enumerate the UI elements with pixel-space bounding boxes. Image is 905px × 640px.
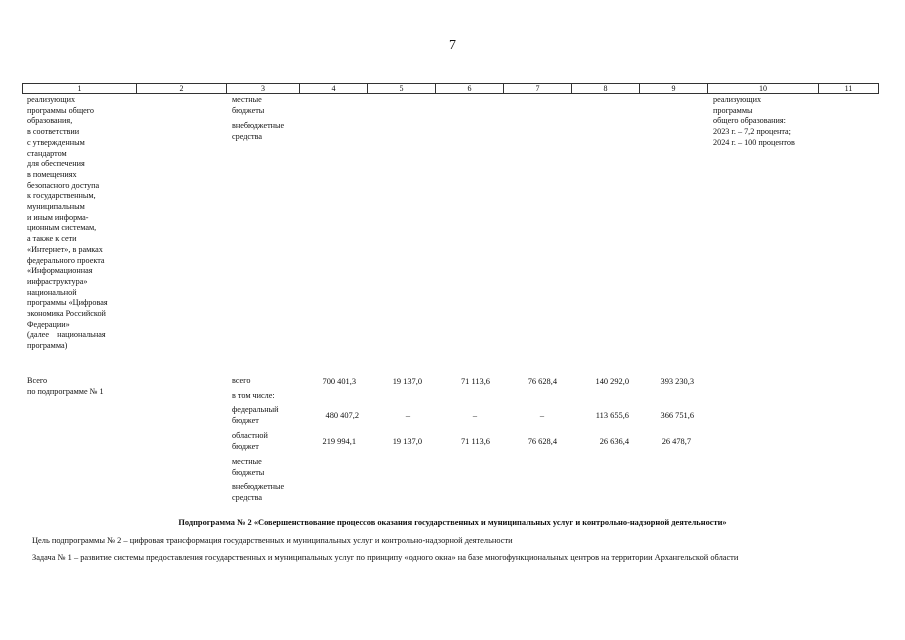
total-all-col8: 140 292,0 [595,377,629,386]
col-header-1: 1 [23,84,137,94]
subprogram-goal: Цель подпрограммы № 2 – цифровая трансформация государственных и муниципальных услуг и контрольно-надзорной деятельности [32,536,513,545]
subprogram-task: Задача № 1 – развитие системы предоставления государственных и муниципальных услуг по принципу «одного окна» на базе многофункциональных центров на территории Архангельской области [32,553,739,562]
total-regional-col5: 19 137,0 [392,437,422,446]
source-federal: федеральный бюджет [232,405,279,425]
total-all-col5: 19 137,0 [392,377,422,386]
total-all-col6: 71 113,6 [460,377,490,386]
col-header-9: 9 [640,84,708,94]
page-number: 7 [449,38,456,53]
total-regional-col9: 26 478,7 [661,437,691,446]
col-header-4: 4 [300,84,368,94]
col-header-8: 8 [572,84,640,94]
total-federal-col6: – [472,411,477,420]
table-header-row [22,83,879,94]
source-extra: внебюджетные средства [232,482,285,502]
total-regional-col6: 71 113,6 [460,437,490,446]
source-extra-top: внебюджетные средства [232,121,285,141]
total-all-col9: 393 230,3 [660,377,694,386]
total-all-col7: 76 628,4 [527,377,557,386]
source-all: всего [232,376,251,385]
col-header-6: 6 [436,84,504,94]
col-header-3: 3 [227,84,300,94]
source-regional: областной бюджет [232,431,268,451]
total-federal-col5: – [405,411,410,420]
col-header-7: 7 [504,84,572,94]
source-local-top: местные бюджеты [232,95,265,115]
total-federal-col4: 480 407,2 [325,411,359,420]
total-regional-col7: 76 628,4 [527,437,557,446]
activity-description: реализующих программы общего образования, в соответствии с утвержденным стандартом для обеспечения в помещениях безопасного доступа к государственным, муниципальным и иным информа- ционным системам, а также к сети «Интернет», в рамках федерального проекта «Информационная инфраструктура» национальной программы «Цифровая экономика Российской Федерации» (далее национальная программа) [27,95,108,351]
total-regional-col4: 219 994,1 [322,437,356,446]
source-incl: в том числе: [232,391,275,400]
total-federal-col8: 113 655,6 [595,411,629,420]
col-header-11: 11 [819,84,879,94]
total-label: Всего по подпрограмме № 1 [27,376,104,396]
subprogram-title: Подпрограмма № 2 «Совершенствование процессов оказания государственных и муниципальных услуг и контрольно-надзорной деятельности» [178,518,727,527]
col-header-2: 2 [137,84,227,94]
col-header-5: 5 [368,84,436,94]
total-all-col4: 700 401,3 [322,377,356,386]
total-federal-col7: – [539,411,544,420]
indicator-text: реализующих программы общего образования: 2023 г. – 7,2 процента; 2024 г. – 100 процентов [713,95,795,147]
col-header-10: 10 [708,84,819,94]
source-local: местные бюджеты [232,457,265,477]
total-regional-col8: 26 636,4 [599,437,629,446]
total-federal-col9: 366 751,6 [660,411,694,420]
